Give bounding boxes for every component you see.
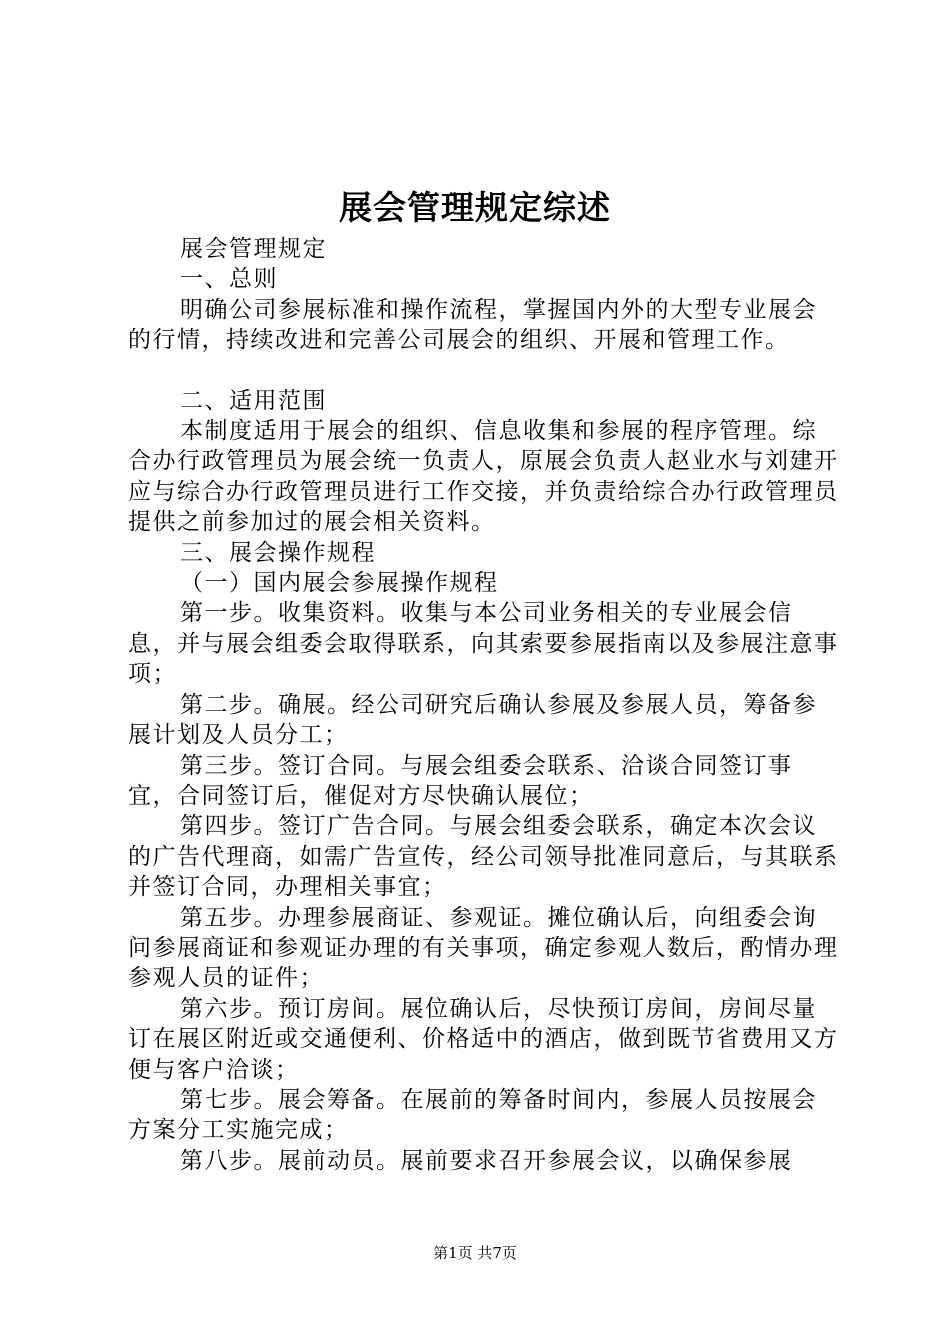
step-paragraph: 第八步。展前动员。展前要求召开参展会议，以确保参展 <box>180 1147 793 1174</box>
step-paragraph: 第六步。预订房间。展位确认后，尽快预订房间，房间尽量订在展区附近或交通便利、价格适中的酒店，做到既节省费用又方便与客户洽谈； <box>128 995 839 1083</box>
document-body <box>128 234 840 1176</box>
subsection-heading-domestic: （一）国内展会参展操作规程 <box>180 570 499 597</box>
step-paragraph: 第三步。签订合同。与展会组委会联系、洽谈合同签订事宜，合同签订后，催促对方尽快确认展位； <box>128 752 793 809</box>
step-paragraph: 第二步。确展。经公司研究后确认参展及参展人员，筹备参展计划及人员分工； <box>128 691 817 749</box>
step-paragraph: 第一步。收集资料。收集与本公司业务相关的专业展会信息，并与展会组委会取得联系，向其索要参展指南以及参展注意事项； <box>128 600 839 688</box>
page-footer: 第1页 共7页 <box>433 1244 517 1262</box>
section-heading-procedure: 三、展会操作规程 <box>180 539 376 566</box>
step-paragraph: 第四步。签订广告合同。与展会组委会联系，确定本次会议的广告代理商，如需广告宣传，经公司领导批准同意后，与其联系并签订合同，办理相关事宜； <box>128 813 839 901</box>
paragraph: 本制度适用于展会的组织、信息收集和参展的程序管理。综合办行政管理员为展会统一负责人，原展会负责人赵业水与刘建开应与综合办行政管理员进行工作交接，并负责给综合办行政管理员提供之前参加过的展会相关资料。 <box>128 418 839 536</box>
paragraph-spacer <box>128 356 840 386</box>
section-heading-general: 一、总则 <box>180 266 278 293</box>
paragraph: 明确公司参展标准和操作流程，掌握国内外的大型专业展会的行情，持续改进和完善公司展会的组织、开展和管理工作。 <box>128 296 817 354</box>
step-paragraph: 第五步。办理参展商证、参观证。摊位确认后，向组委会询问参展商证和参观证办理的有关事项，确定参观人数后，酌情办理参观人员的证件； <box>128 904 839 992</box>
step-paragraph: 第七步。展会筹备。在展前的筹备时间内，参展人员按展会方案分工实施完成； <box>128 1086 817 1144</box>
section-heading-scope: 二、适用范围 <box>180 387 327 414</box>
document-title: 展会管理规定综述 <box>339 188 611 227</box>
paragraph-heading: 展会管理规定 <box>180 236 327 262</box>
